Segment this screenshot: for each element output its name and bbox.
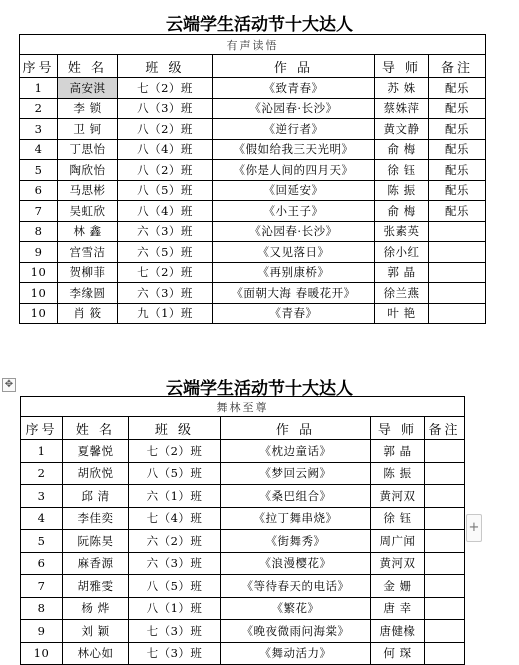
cell-mentor[interactable]: 蔡姝萍 [375, 98, 429, 119]
cell-work[interactable]: 《再别康桥》 [213, 262, 375, 283]
cell-name[interactable]: 阮陈昊 [63, 530, 129, 553]
cell-index[interactable]: 6 [21, 552, 63, 575]
cell-name[interactable]: 李缘圆 [58, 283, 118, 304]
cell-index[interactable]: 10 [20, 303, 58, 324]
cell-mentor[interactable]: 俞 梅 [375, 139, 429, 160]
header-name: 姓 名 [58, 55, 118, 78]
cell-note[interactable] [429, 221, 486, 242]
cell-name[interactable]: 胡欣悦 [63, 462, 129, 485]
table-row [20, 139, 486, 160]
cell-work[interactable]: 《枕边童话》 [221, 440, 371, 463]
cell-index[interactable]: 10 [20, 262, 58, 283]
cell-note[interactable] [429, 283, 486, 304]
cell-work[interactable]: 《青春》 [213, 303, 375, 324]
cell-work[interactable]: 《回延安》 [213, 180, 375, 201]
table-row [21, 530, 465, 553]
cell-class[interactable]: 八（4）班 [118, 201, 213, 222]
header-mentor: 导 师 [371, 417, 425, 440]
cell-note[interactable] [429, 262, 486, 283]
cell-name[interactable]: 丁思怡 [58, 139, 118, 160]
cell-work[interactable]: 《晚夜微雨问海棠》 [221, 620, 371, 643]
table-row [21, 507, 465, 530]
cell-work[interactable]: 《沁园春·长沙》 [213, 221, 375, 242]
cell-mentor[interactable]: 张素英 [375, 221, 429, 242]
cell-mentor[interactable]: 何 琛 [371, 642, 425, 665]
add-row-icon[interactable]: + [466, 514, 482, 542]
cell-name[interactable]: 卫 钶 [58, 119, 118, 140]
header-work: 作 品 [213, 55, 375, 78]
cell-name[interactable]: 夏馨悦 [63, 440, 129, 463]
header-note: 备注 [429, 55, 486, 78]
table1-title: 云端学生活动节十大达人 [166, 15, 353, 35]
cell-note[interactable] [425, 552, 465, 575]
header-class: 班 级 [118, 55, 213, 78]
table-row [20, 242, 486, 263]
table-row [21, 597, 465, 620]
cell-index[interactable]: 6 [20, 180, 58, 201]
cell-class[interactable]: 七（3）班 [129, 620, 221, 643]
cell-work[interactable]: 《等待春天的电话》 [221, 575, 371, 598]
cell-work[interactable]: 《逆行者》 [213, 119, 375, 140]
cell-class[interactable]: 六（1）班 [129, 485, 221, 508]
cell-index[interactable]: 3 [20, 119, 58, 140]
cell-note[interactable] [429, 242, 486, 263]
cell-work[interactable]: 《繁花》 [221, 597, 371, 620]
cell-name[interactable]: 林 鑫 [58, 221, 118, 242]
cell-class[interactable]: 六（2）班 [129, 530, 221, 553]
table-wu-lin-zhi-zun [20, 396, 465, 665]
cell-work[interactable]: 《梦回云阙》 [221, 462, 371, 485]
cell-index[interactable]: 1 [21, 440, 63, 463]
cell-work[interactable]: 《假如给我三天光明》 [213, 139, 375, 160]
cell-class[interactable]: 七（4）班 [129, 507, 221, 530]
cell-index[interactable]: 9 [21, 620, 63, 643]
cell-index[interactable]: 9 [20, 242, 58, 263]
cell-work[interactable]: 《又见落日》 [213, 242, 375, 263]
cell-name[interactable]: 刘 颖 [63, 620, 129, 643]
cell-class[interactable]: 六（3）班 [129, 552, 221, 575]
cell-mentor[interactable]: 俞 梅 [375, 201, 429, 222]
cell-mentor[interactable]: 周广闻 [371, 530, 425, 553]
cell-class[interactable]: 八（3）班 [118, 98, 213, 119]
cell-index[interactable]: 3 [21, 485, 63, 508]
cell-work[interactable]: 《小王子》 [213, 201, 375, 222]
table-row [20, 78, 486, 99]
cell-class[interactable]: 八（2）班 [118, 119, 213, 140]
table-row [21, 620, 465, 643]
cell-class[interactable]: 九（1）班 [118, 303, 213, 324]
table-row [21, 642, 465, 665]
cell-note[interactable] [425, 575, 465, 598]
cell-mentor[interactable]: 唐 幸 [371, 597, 425, 620]
cell-name[interactable]: 麻香源 [63, 552, 129, 575]
cell-note[interactable] [425, 530, 465, 553]
header-class: 班 级 [129, 417, 221, 440]
cell-work[interactable]: 《拉丁舞串烧》 [221, 507, 371, 530]
cell-work[interactable]: 《你是人间的四月天》 [213, 160, 375, 181]
table2-caption: 舞林至尊 [21, 397, 465, 417]
cell-work[interactable]: 《致青春》 [213, 78, 375, 99]
cell-note[interactable]: 配乐 [429, 139, 486, 160]
cell-note[interactable] [425, 462, 465, 485]
cell-name[interactable]: 宫雪洁 [58, 242, 118, 263]
cell-mentor[interactable]: 徐 钰 [375, 160, 429, 181]
cell-note[interactable]: 配乐 [429, 201, 486, 222]
cell-note[interactable] [425, 507, 465, 530]
cell-class[interactable]: 八（1）班 [129, 597, 221, 620]
cell-name[interactable]: 邱 清 [63, 485, 129, 508]
cell-name[interactable]: 吴虹欣 [58, 201, 118, 222]
cell-mentor[interactable]: 苏 姝 [375, 78, 429, 99]
cell-note[interactable]: 配乐 [429, 180, 486, 201]
table-row [20, 180, 486, 201]
cell-note[interactable] [429, 303, 486, 324]
cell-note[interactable] [425, 440, 465, 463]
cell-mentor[interactable]: 黄河双 [371, 552, 425, 575]
cell-index[interactable]: 5 [21, 530, 63, 553]
cell-mentor[interactable]: 徐小红 [375, 242, 429, 263]
cell-class[interactable]: 八（4）班 [118, 139, 213, 160]
cell-index[interactable]: 4 [21, 507, 63, 530]
cell-work[interactable]: 《沁园春·长沙》 [213, 98, 375, 119]
cell-class[interactable]: 七（2）班 [129, 440, 221, 463]
cell-mentor[interactable]: 陈 振 [375, 180, 429, 201]
cell-index[interactable]: 5 [20, 160, 58, 181]
cell-mentor[interactable]: 唐健椽 [371, 620, 425, 643]
cell-mentor[interactable]: 郭 晶 [375, 262, 429, 283]
table-row [20, 201, 486, 222]
cell-work[interactable]: 《桑巴组合》 [221, 485, 371, 508]
cell-index[interactable]: 2 [20, 98, 58, 119]
cell-class[interactable]: 六（5）班 [118, 242, 213, 263]
cell-name[interactable]: 高安淇 [58, 78, 118, 99]
cell-index[interactable]: 8 [21, 597, 63, 620]
cell-mentor[interactable]: 黄文静 [375, 119, 429, 140]
table-row [20, 98, 486, 119]
cell-name[interactable]: 胡雅雯 [63, 575, 129, 598]
cell-class[interactable]: 七（3）班 [129, 642, 221, 665]
cell-class[interactable]: 七（2）班 [118, 262, 213, 283]
cell-name[interactable]: 肖 筱 [58, 303, 118, 324]
cell-class[interactable]: 六（3）班 [118, 221, 213, 242]
cell-index[interactable]: 1 [20, 78, 58, 99]
cell-class[interactable]: 八（5）班 [129, 462, 221, 485]
cell-index[interactable]: 10 [21, 642, 63, 665]
table-row [20, 262, 486, 283]
cell-note[interactable]: 配乐 [429, 78, 486, 99]
table-row [20, 119, 486, 140]
cell-name[interactable]: 李 锁 [58, 98, 118, 119]
table-row [21, 575, 465, 598]
cell-note[interactable]: 配乐 [429, 119, 486, 140]
header-work: 作 品 [221, 417, 371, 440]
header-mentor: 导 师 [375, 55, 429, 78]
table-you-sheng-du-wu [19, 34, 486, 324]
table-row [21, 440, 465, 463]
cell-note[interactable] [425, 485, 465, 508]
cell-name[interactable]: 林心如 [63, 642, 129, 665]
cell-mentor[interactable]: 徐兰燕 [375, 283, 429, 304]
cell-work[interactable]: 《舞动活力》 [221, 642, 371, 665]
cell-index[interactable]: 2 [21, 462, 63, 485]
cell-name[interactable]: 贺柳菲 [58, 262, 118, 283]
cell-class[interactable]: 七（2）班 [118, 78, 213, 99]
cell-index[interactable]: 10 [20, 283, 58, 304]
cell-name[interactable]: 杨 烨 [63, 597, 129, 620]
cell-note[interactable]: 配乐 [429, 98, 486, 119]
table1-caption: 有声读悟 [20, 35, 486, 55]
cell-work[interactable]: 《浪漫樱花》 [221, 552, 371, 575]
cell-note[interactable] [425, 620, 465, 643]
cell-note[interactable] [425, 642, 465, 665]
cell-name[interactable]: 陶欣怡 [58, 160, 118, 181]
cell-mentor[interactable]: 陈 振 [371, 462, 425, 485]
cell-index[interactable]: 8 [20, 221, 58, 242]
cell-work[interactable]: 《街舞秀》 [221, 530, 371, 553]
cell-index[interactable]: 7 [20, 201, 58, 222]
table2-title: 云端学生活动节十大达人 [166, 379, 353, 399]
cell-mentor[interactable]: 金 姗 [371, 575, 425, 598]
cell-mentor[interactable]: 徐 钰 [371, 507, 425, 530]
cell-note[interactable]: 配乐 [429, 160, 486, 181]
cell-class[interactable]: 六（3）班 [118, 283, 213, 304]
table-row [21, 552, 465, 575]
table-row [20, 160, 486, 181]
header-index: 序号 [21, 417, 63, 440]
cell-mentor[interactable]: 黄河双 [371, 485, 425, 508]
move-handle-icon[interactable]: ✥ [2, 378, 16, 392]
cell-work[interactable]: 《面朝大海 春暖花开》 [213, 283, 375, 304]
table-row [20, 303, 486, 324]
cell-note[interactable] [425, 597, 465, 620]
table-row [21, 462, 465, 485]
cell-class[interactable]: 八（5）班 [129, 575, 221, 598]
table-row [20, 221, 486, 242]
cell-mentor[interactable]: 叶 艳 [375, 303, 429, 324]
cell-name[interactable]: 李佳奕 [63, 507, 129, 530]
cell-mentor[interactable]: 郭 晶 [371, 440, 425, 463]
cell-name[interactable]: 马思彬 [58, 180, 118, 201]
header-name: 姓 名 [63, 417, 129, 440]
cell-class[interactable]: 八（2）班 [118, 160, 213, 181]
table-row [20, 283, 486, 304]
cell-index[interactable]: 4 [20, 139, 58, 160]
header-note: 备注 [425, 417, 465, 440]
cell-index[interactable]: 7 [21, 575, 63, 598]
table-row [21, 485, 465, 508]
cell-class[interactable]: 八（5）班 [118, 180, 213, 201]
header-index: 序号 [20, 55, 58, 78]
